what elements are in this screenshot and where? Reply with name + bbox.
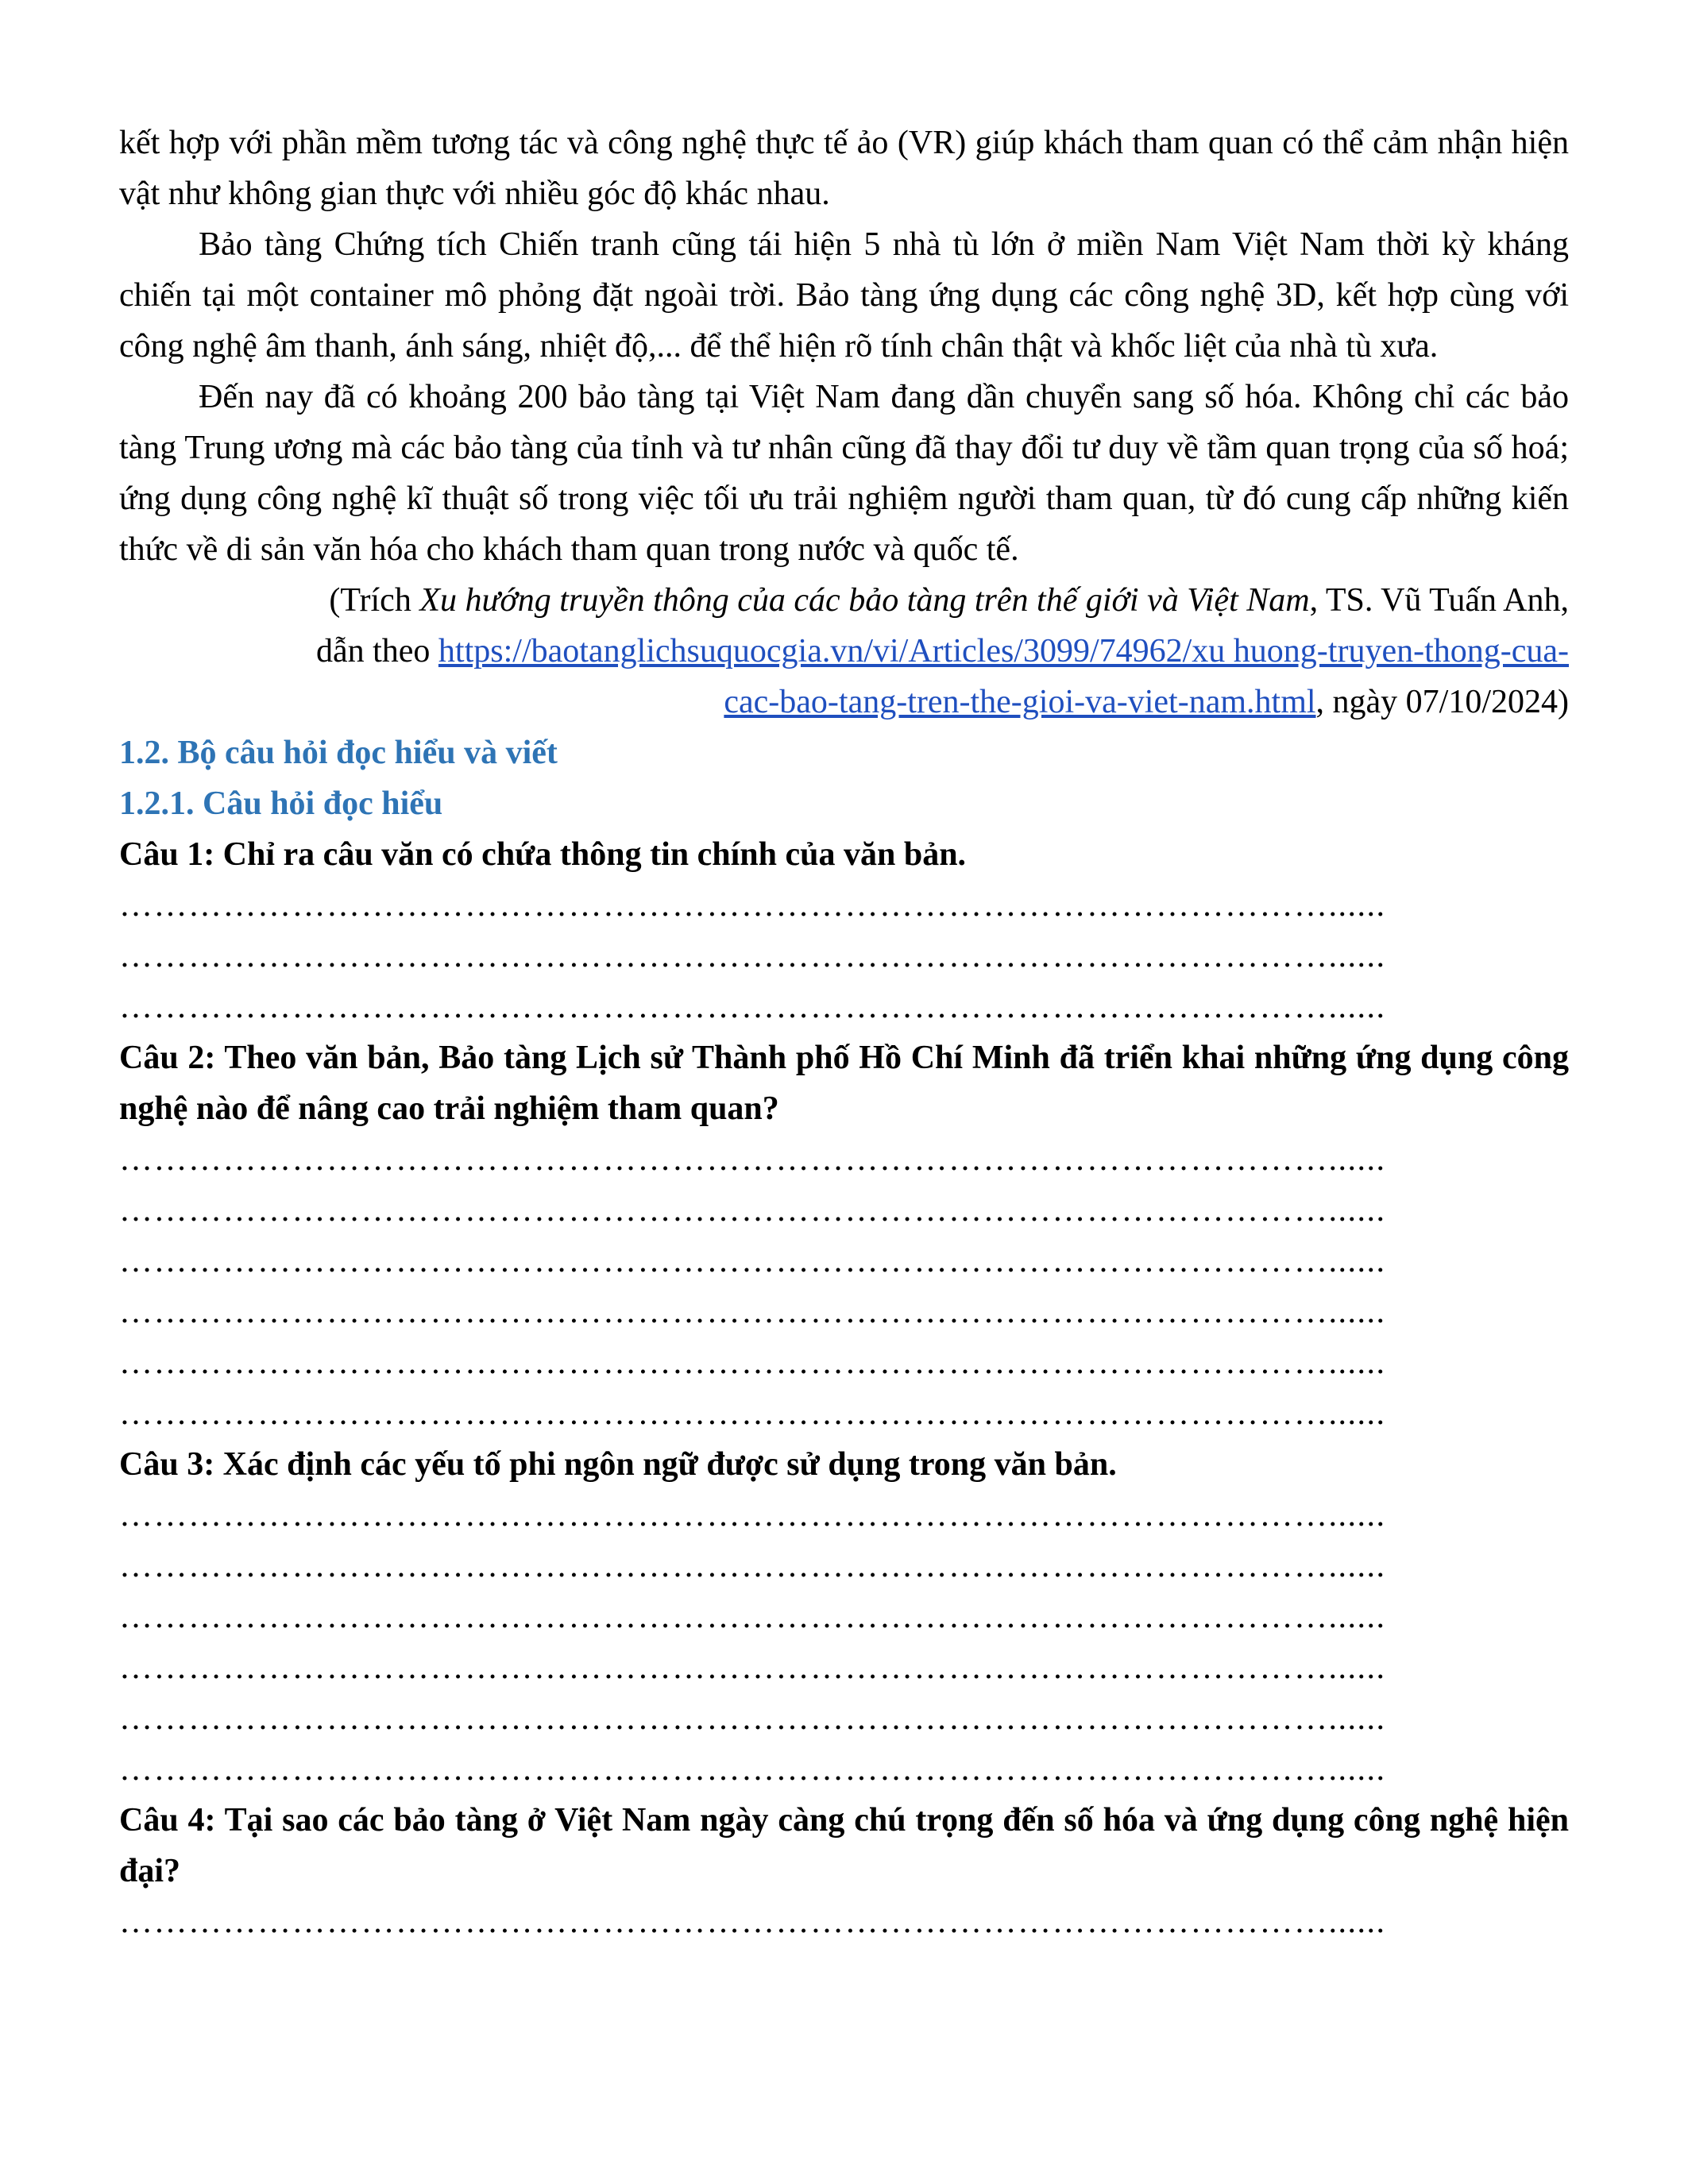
citation [119,575,1569,727]
question-list [119,829,1569,1947]
question-1: Câu 1: Chỉ ra câu văn có chứa thông tin chính của văn bản. [119,836,967,873]
question-2: Câu 2: Theo văn bản, Bảo tàng Lịch sử Thành phố Hồ Chí Minh đã triển khai những ứng dụng công nghệ nào để nâng cao trải nghiệm tham quan? [119,1040,1569,1127]
citation-line-3 [119,677,1569,727]
citation-line-2: dẫn theo https://baotanglichsuquocgia.vn/vi/Articles/3099/74962/xu huong-truyen-thong-cua- [315,633,1569,669]
answer-line: ……………………………………………………………………………………………...... [119,938,1386,974]
answer-line: ……………………………………………………………………………………………...... [119,1141,1386,1178]
answer-line: ……………………………………………………………………………………………...... [119,1751,1386,1788]
answer-line: ……………………………………………………………………………………………...... [119,1497,1386,1534]
answer-line: ……………………………………………………………………………………………...... [119,1904,1386,1940]
question-3: Câu 3: Xác định các yếu tố phi ngôn ngữ được sử dụng trong văn bản. [119,1446,1117,1483]
answer-line: ……………………………………………………………………………………………...... [119,1345,1386,1381]
question-4: Câu 4: Tại sao các bảo tàng ở Việt Nam ngày càng chú trọng đến số hóa và ứng dụng công nghệ hiện đại? [119,1802,1569,1889]
answer-line: ……………………………………………………………………………………………...... [119,1650,1386,1686]
citation-author: , TS. Vũ Tuấn Anh, [1309,582,1569,619]
answer-line: ……………………………………………………………………………………………...... [119,989,1386,1025]
answer-line: ……………………………………………………………………………………………...... [119,1599,1386,1635]
body-paragraph-3: Đến nay đã có khoảng 200 bảo tàng tại Việt Nam đang dần chuyển sang số hóa. Không chỉ các bảo tàng Trung ương mà các bảo tàng của tỉnh và tư nhân cũng đã thay đổi tư duy về tầm quan trọng của số hoá; ứng dụng công nghệ kĩ thuật số trong việc tối ưu trải nghiệm người tham quan, từ đó cung cấp những kiến thức về di sản văn hóa cho khách tham quan trong nước và quốc tế. [119,379,1569,568]
document-page [119,118,1569,1947]
citation-date: , ngày 07/10/2024) [1315,684,1569,720]
answer-line: ……………………………………………………………………………………………...... [119,1395,1386,1432]
answer-line: ……………………………………………………………………………………………...... [119,1294,1386,1330]
answer-line: ……………………………………………………………………………………………...... [119,887,1386,924]
section-heading: 1.2. Bộ câu hỏi đọc hiểu và viết [119,735,558,771]
answer-line: ……………………………………………………………………………………………...... [119,1243,1386,1279]
answer-line: ……………………………………………………………………………………………...... [119,1700,1386,1737]
citation-link-part-2[interactable]: cac-bao-tang-tren-the-gioi-va-viet-nam.html [724,684,1316,720]
citation-link-part-1[interactable]: https://baotanglichsuquocgia.vn/vi/Articles/3099/74962/xu huong-truyen-thong-cua- [438,633,1569,669]
citation-source-title: Xu hướng truyền thông của các bảo tàng trên thế giới và Việt Nam [419,582,1310,619]
answer-line: ……………………………………………………………………………………………...... [119,1548,1386,1584]
answer-line: ……………………………………………………………………………………………...... [119,1192,1386,1229]
subsection-heading: 1.2.1. Câu hỏi đọc hiểu [119,785,443,822]
body-paragraph-1: kết hợp với phần mềm tương tác và công nghệ thực tế ảo (VR) giúp khách tham quan có thể cảm nhận hiện vật như không gian thực với nhiều góc độ khác nhau. [119,125,1569,212]
body-paragraph-2: Bảo tàng Chứng tích Chiến tranh cũng tái hiện 5 nhà tù lớn ở miền Nam Việt Nam thời kỳ kháng chiến tại một container mô phỏng đặt ngoài trời. Bảo tàng ứng dụng các công nghệ 3D, kết hợp cùng với công nghệ âm thanh, ánh sáng, nhiệt độ,... để thể hiện rõ tính chân thật và khốc liệt của nhà tù xưa. [119,226,1569,365]
citation-line-1: (Trích Xu hướng truyền thông của các bảo tàng trên thế giới và Việt Nam, TS. Vũ Tuấn Anh, [329,582,1569,619]
